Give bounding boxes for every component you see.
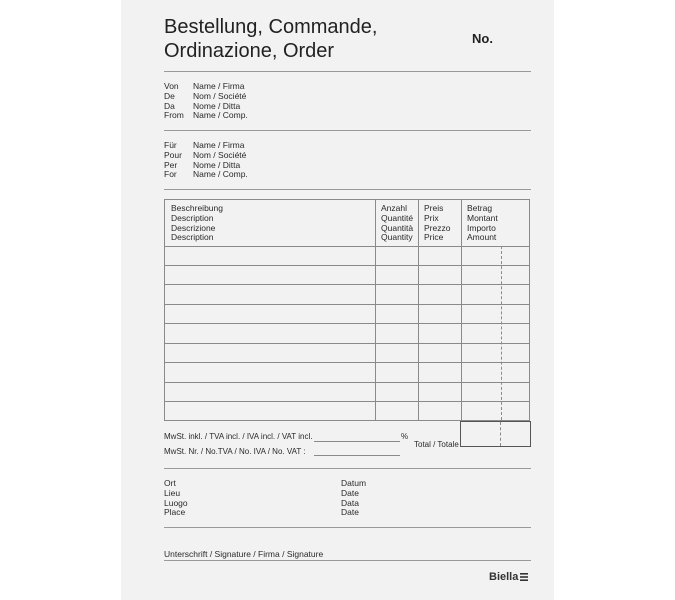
header-quantity-it: Quantità (381, 222, 414, 233)
from-row (164, 111, 248, 121)
header-amount-fr: Montant (467, 212, 498, 223)
signature-label: Unterschrift / Signature / Firma / Signature (164, 549, 324, 559)
form-title (164, 15, 377, 63)
header-quantity-en: Quantity (381, 232, 413, 243)
to-row-value: Nome / Ditta (193, 159, 241, 170)
header-description-en: Description (171, 232, 214, 243)
signature-line (164, 560, 531, 561)
divider (164, 130, 531, 131)
header-price-it: Prezzo (424, 222, 451, 233)
to-row-label: For (164, 169, 177, 180)
order-number-label: No. (472, 31, 493, 46)
from-row-label: Da (164, 100, 175, 111)
column-divider (461, 200, 462, 420)
to-row-value: Nom / Société (193, 149, 247, 160)
header-description (171, 204, 223, 243)
header-price (424, 204, 450, 243)
header-quantity-fr: Quantité (381, 212, 414, 223)
brand-logo-icon (520, 573, 528, 581)
vat-included-label: MwSt. inkl. / TVA incl. / IVA incl. / VAT incl. (164, 432, 313, 441)
table-row-line (165, 382, 529, 383)
column-divider (418, 200, 419, 420)
brand-logo (489, 571, 528, 583)
header-quantity (381, 204, 413, 243)
vat-percent-line (314, 441, 400, 442)
order-form-sheet (121, 0, 554, 600)
table-row-line (165, 401, 529, 402)
date-label-it: Data (341, 497, 359, 508)
header-price-de: Preis (424, 203, 444, 213)
date-label-fr: Date (341, 487, 359, 498)
table-row-line (165, 265, 529, 266)
from-block (164, 82, 248, 121)
place-block (164, 479, 188, 518)
place-label-en: Place (164, 507, 186, 518)
items-table (164, 199, 530, 421)
table-row-line (165, 323, 529, 324)
to-row-label: Pour (164, 149, 182, 160)
from-row-label: From (164, 110, 184, 121)
to-row-label: Per (164, 159, 178, 170)
total-cents-divider (500, 422, 501, 446)
table-row-line (165, 362, 529, 363)
header-amount-it: Importo (467, 222, 496, 233)
header-description-fr: Description (171, 212, 214, 223)
from-row-value: Name / Firma (193, 81, 245, 91)
form-title-line-1: Bestellung, Commande, (164, 16, 378, 38)
from-row-value: Nome / Ditta (193, 100, 241, 111)
header-amount (467, 204, 498, 243)
table-row-line (165, 343, 529, 344)
from-row-label: Von (164, 81, 179, 91)
to-row-label: Für (164, 140, 177, 150)
divider (164, 189, 531, 190)
from-row-label: De (164, 90, 175, 101)
to-block (164, 141, 248, 180)
brand-name: Biella (489, 571, 519, 583)
divider (164, 527, 531, 528)
from-row-value: Name / Comp. (193, 110, 248, 121)
header-description-it: Descrizione (171, 222, 216, 233)
total-label: Total / Totale (414, 440, 459, 449)
date-block (341, 479, 366, 518)
divider (164, 71, 531, 72)
table-row-line (165, 304, 529, 305)
place-label-fr: Lieu (164, 487, 181, 498)
header-price-en: Price (424, 232, 444, 243)
amount-cents-divider (501, 246, 502, 420)
table-row-line (165, 284, 529, 285)
header-amount-de: Betrag (467, 203, 493, 213)
to-row-value: Name / Firma (193, 140, 245, 150)
date-label-de: Datum (341, 478, 367, 488)
from-row-value: Nom / Société (193, 90, 247, 101)
column-divider (375, 200, 376, 420)
date-label-en: Date (341, 507, 359, 518)
form-title-line-2: Ordinazione, Order (164, 40, 335, 62)
table-row-line (165, 246, 529, 247)
header-price-fr: Prix (424, 212, 439, 223)
place-label-it: Luogo (164, 497, 188, 508)
header-amount-en: Amount (467, 232, 497, 243)
to-row (164, 170, 248, 180)
vat-number-label: MwSt. Nr. / No.TVA / No. IVA / No. VAT : (164, 447, 306, 456)
total-box (460, 421, 531, 447)
header-description-de: Beschreibung (171, 203, 223, 213)
to-row-value: Name / Comp. (193, 169, 248, 180)
vat-number-line (314, 455, 400, 456)
place-label-de: Ort (164, 478, 176, 488)
header-quantity-de: Anzahl (381, 203, 407, 213)
vat-percent-sign: % (401, 432, 409, 441)
divider (164, 468, 531, 469)
